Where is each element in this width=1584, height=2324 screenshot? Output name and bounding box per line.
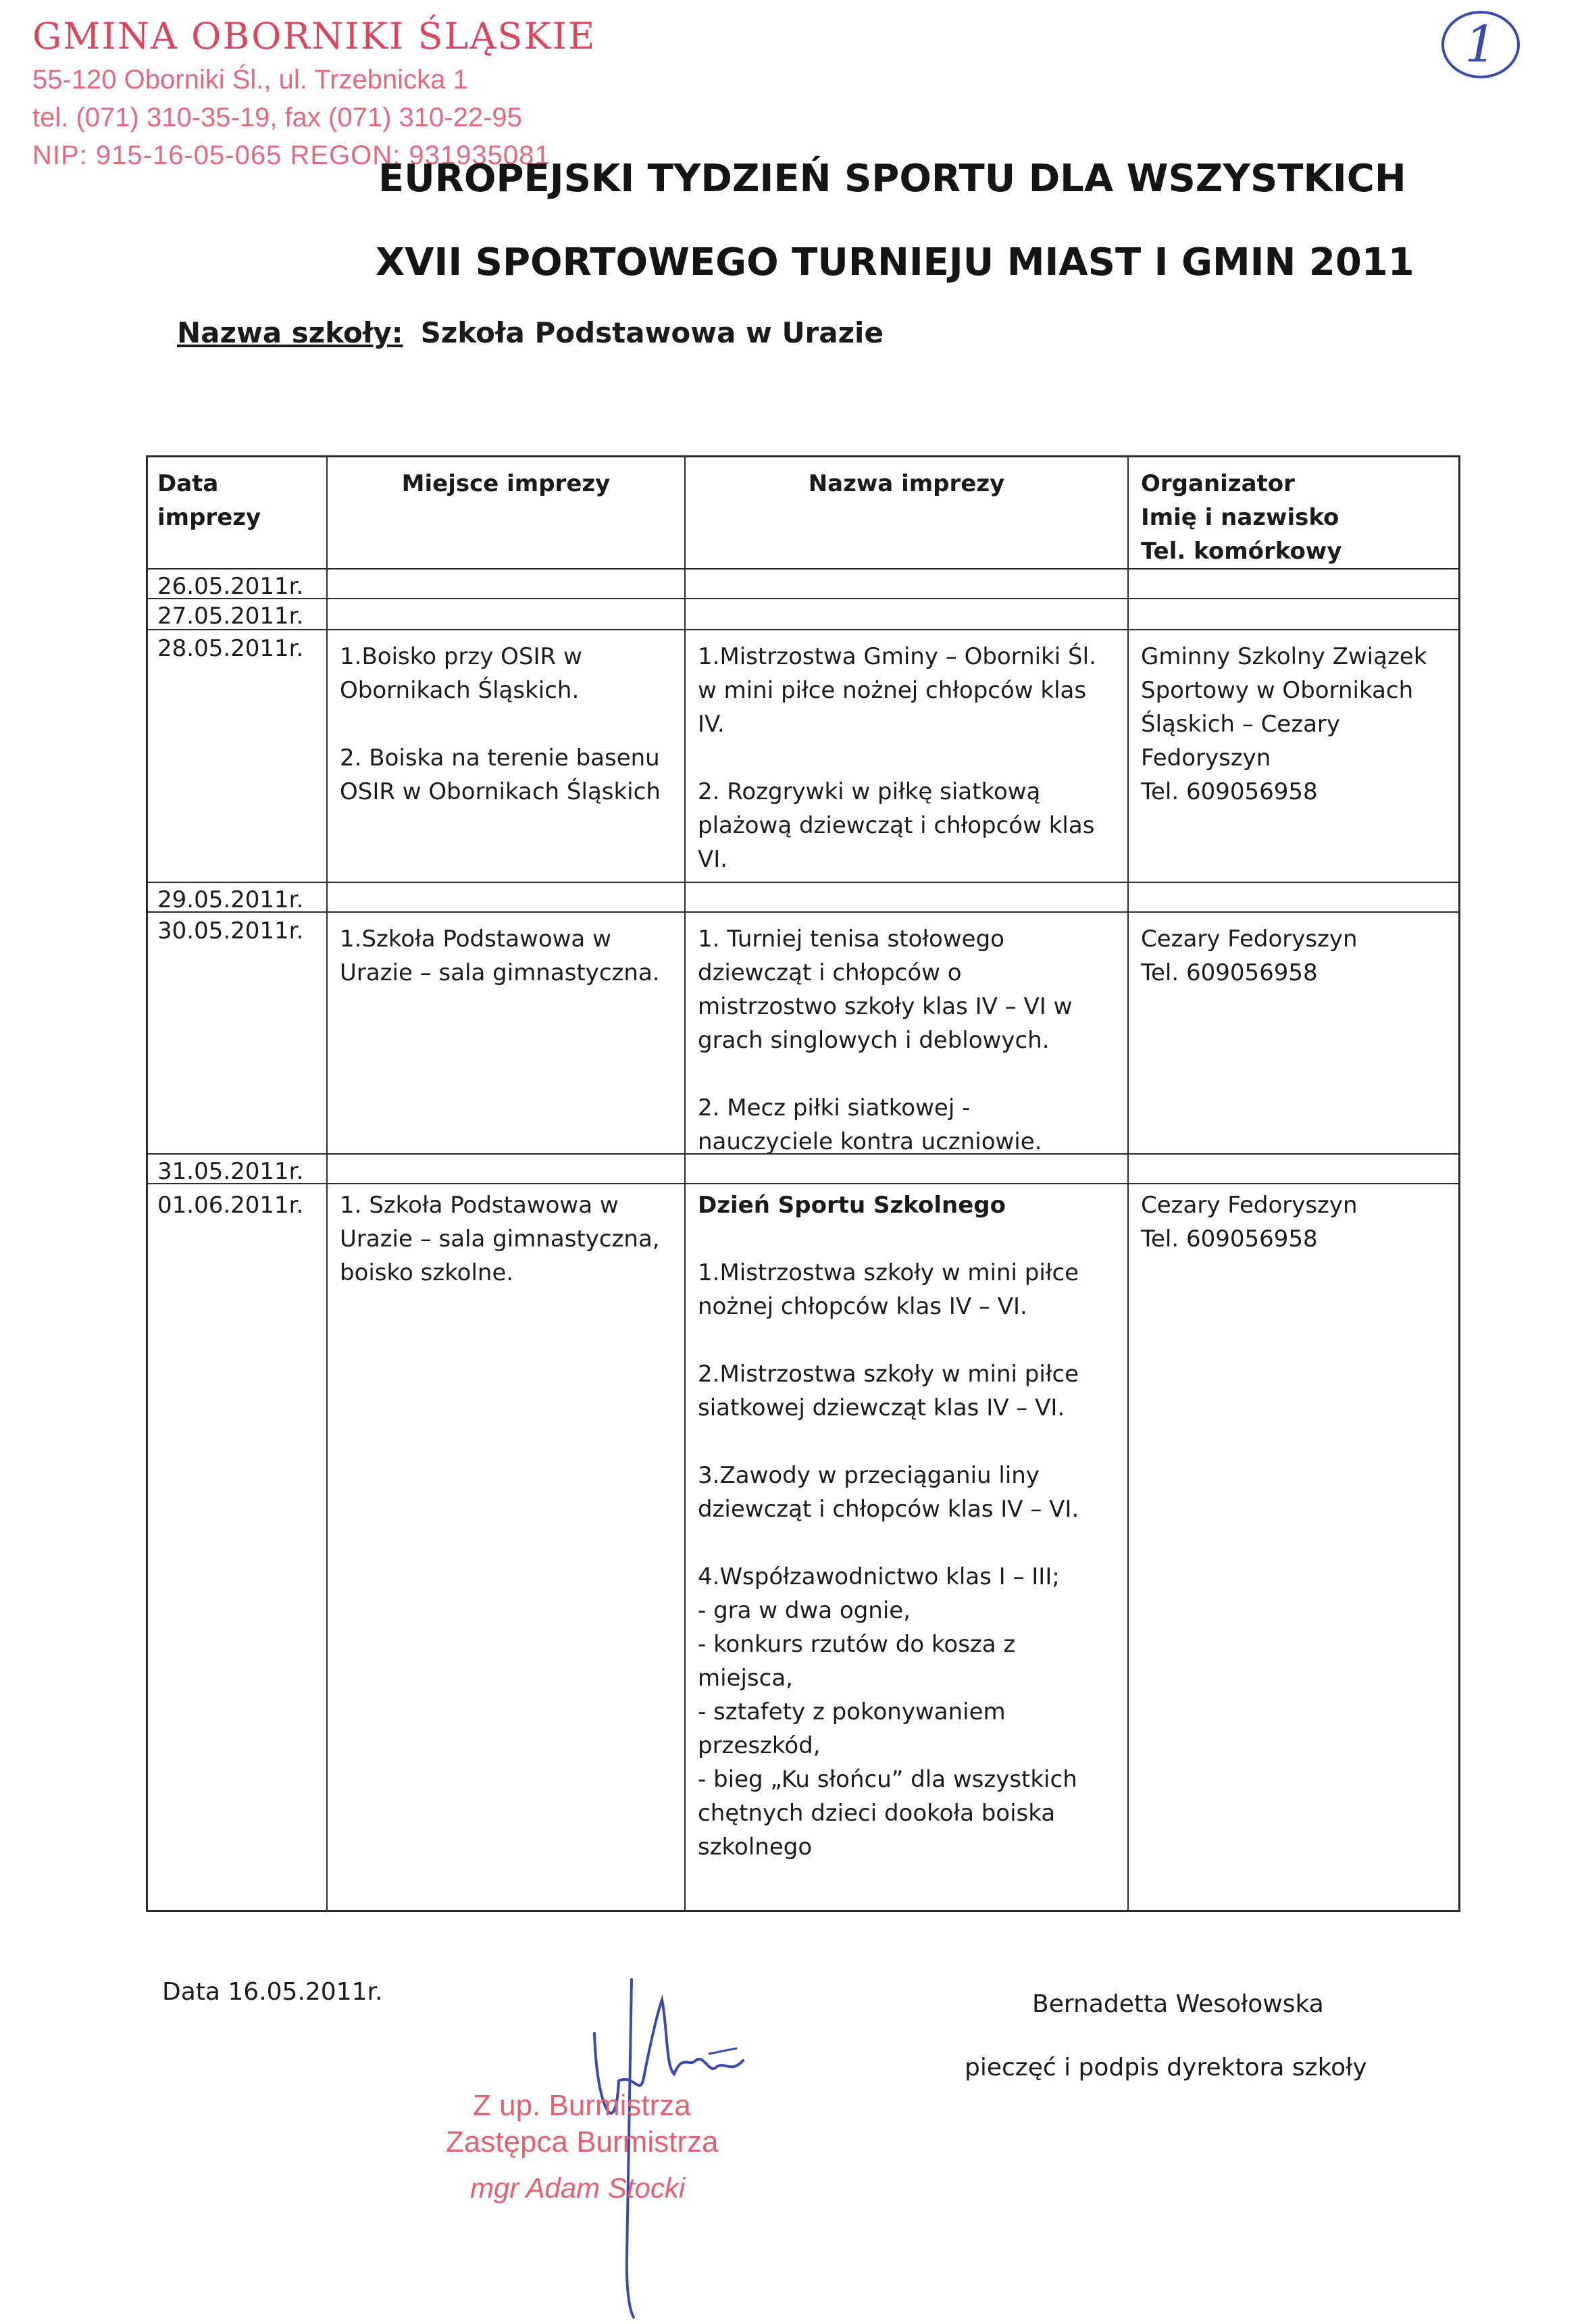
event-title: Dzień Sportu Szkolnego — [698, 1192, 1006, 1219]
row-date: 26.05.2011r. — [148, 570, 328, 598]
row-date: 31.05.2011r. — [148, 1155, 328, 1183]
deputy-stamp-name: mgr Adam Stocki — [470, 2172, 686, 2204]
row-event — [686, 1155, 1129, 1183]
event-line: 2. Rozgrywki w piłkę siatkową — [698, 778, 1041, 805]
document-title: EUROPEJSKI TYDZIEŃ SPORTU DLA WSZYSTKICH — [378, 157, 1406, 201]
row-organizer — [1129, 630, 1460, 882]
row-organizer — [1129, 913, 1460, 1153]
organizer-line: Śląskich – Cezary — [1141, 711, 1341, 738]
row-place — [328, 1155, 686, 1183]
event-line: 3.Zawody w przeciąganiu liny — [698, 1462, 1040, 1489]
table-row — [148, 630, 1458, 883]
table-row — [148, 913, 1458, 1155]
organizer-line: Fedoryszyn — [1141, 744, 1271, 772]
event-line: 1.Mistrzostwa szkoły w mini piłce — [698, 1259, 1079, 1286]
header-organizer-line: Imię i nazwisko — [1141, 504, 1339, 531]
table-row — [148, 883, 1458, 913]
table-row — [148, 570, 1458, 599]
organizer-line: Cezary Fedoryszyn — [1141, 1192, 1358, 1219]
event-line: plażową dziewcząt i chłopców klas — [698, 812, 1095, 839]
event-line: nożnej chłopców klas IV – VI. — [698, 1293, 1027, 1320]
stamp-address: 55-120 Oborniki Śl., ul. Trzebnicka 1 — [32, 65, 468, 95]
page-number-circle-icon — [1439, 7, 1523, 82]
event-line: mistrzostwo szkoły klas IV – VI w — [698, 993, 1073, 1020]
row-event — [686, 1184, 1129, 1912]
organizer-line: Gminny Szkolny Związek — [1141, 643, 1427, 670]
event-line: 2.Mistrzostwa szkoły w mini piłce — [698, 1361, 1079, 1388]
stamp-municipality-name: GMINA OBORNIKI ŚLĄSKIE — [32, 15, 596, 57]
row-organizer — [1129, 1155, 1460, 1183]
row-place — [328, 599, 686, 629]
event-line: - gra w dwa ognie, — [698, 1597, 911, 1624]
row-date: 29.05.2011r. — [148, 883, 328, 911]
event-line: VI. — [698, 846, 728, 873]
event-line: - bieg „Ku słońcu” dla wszystkich — [698, 1766, 1077, 1793]
director-signature-caption: pieczęć i podpis dyrektora szkoły — [965, 2054, 1367, 2081]
event-line: nauczyciele kontra uczniowie. — [698, 1128, 1042, 1153]
row-event — [686, 599, 1129, 629]
director-name: Bernadetta Wesołowska — [1032, 1990, 1324, 2018]
event-line: 4.Współzawodnictwo klas I – III; — [698, 1563, 1060, 1590]
stamp-phone: tel. (071) 310-35-19, fax (071) 310-22-95 — [32, 103, 522, 132]
page-number-value: 1 — [1464, 16, 1497, 74]
header-organizer-line: Organizator — [1141, 470, 1295, 497]
event-line: miejsca, — [698, 1665, 793, 1692]
school-value: Szkoła Podstawowa w Urazie — [420, 316, 884, 349]
organizer-line: Tel. 609056958 — [1141, 959, 1318, 986]
event-line: dziewcząt i chłopców o — [698, 959, 962, 986]
header-date-line: Data — [157, 470, 219, 497]
document-subtitle: XVII SPORTOWEGO TURNIEJU MIAST I GMIN 2011 — [376, 241, 1414, 284]
place-line: 1. Szkoła Podstawowa w — [340, 1192, 619, 1219]
stamp-ids: NIP: 915-16-05-065 REGON: 931935081 — [32, 141, 551, 170]
place-line: Obornikach Śląskich. — [340, 677, 580, 704]
event-line: 1. Turniej tenisa stołowego — [698, 926, 1004, 953]
organizer-line: Tel. 609056958 — [1141, 778, 1318, 805]
row-date: 27.05.2011r. — [148, 599, 328, 629]
school-name-line — [177, 316, 884, 349]
table-row — [148, 599, 1458, 630]
row-place — [328, 630, 686, 882]
header-date — [148, 457, 328, 568]
place-line: 1.Boisko przy OSIR w — [340, 643, 582, 670]
row-organizer — [1129, 599, 1460, 629]
event-line: - konkurs rzutów do kosza z — [698, 1631, 1016, 1658]
place-line: 2. Boiska na terenie basenu — [340, 744, 660, 772]
table-row — [148, 1184, 1458, 1912]
event-line: grach singlowych i deblowych. — [698, 1027, 1050, 1054]
event-line: 2. Mecz piłki siatkowej - — [698, 1094, 971, 1121]
place-line: OSIR w Obornikach Śląskich — [340, 778, 661, 805]
row-organizer — [1129, 570, 1460, 598]
header-date-line: imprezy — [157, 504, 261, 531]
place-line: Urazie – sala gimnastyczna, — [340, 1226, 660, 1253]
row-event — [686, 883, 1129, 911]
deputy-mayor-stamp — [446, 2088, 718, 2206]
header-place: Miejsce imprezy — [328, 457, 686, 568]
event-line: IV. — [698, 711, 725, 738]
row-place — [328, 1184, 686, 1912]
event-line: siatkowej dziewcząt klas IV – VI. — [698, 1394, 1065, 1421]
header-event-name: Nazwa imprezy — [686, 457, 1129, 568]
table-header-row — [148, 457, 1458, 570]
event-line: - sztafety z pokonywaniem — [698, 1698, 1006, 1725]
event-line: chętnych dzieci dookoła boiska — [698, 1800, 1056, 1827]
event-line: dziewcząt i chłopców klas IV – VI. — [698, 1496, 1079, 1523]
deputy-stamp-line: Zastępca Burmistrza — [446, 2125, 719, 2158]
municipality-stamp — [32, 12, 596, 174]
row-event — [686, 570, 1129, 598]
school-label: Nazwa szkoły: — [177, 316, 403, 349]
header-organizer — [1129, 457, 1460, 568]
place-line: 1.Szkoła Podstawowa w — [340, 926, 611, 953]
deputy-stamp-line: Z up. Burmistrza — [473, 2089, 691, 2122]
page-number — [1439, 7, 1523, 82]
place-line: boisko szkolne. — [340, 1259, 514, 1286]
table-row — [148, 1155, 1458, 1184]
row-event — [686, 913, 1129, 1153]
row-date: 28.05.2011r. — [148, 630, 328, 882]
event-line: 1.Mistrzostwa Gminy – Oborniki Śl. — [698, 643, 1096, 670]
organizer-line: Sportowy w Obornikach — [1141, 677, 1414, 704]
row-event — [686, 630, 1129, 882]
row-date: 01.06.2011r. — [148, 1184, 328, 1912]
row-place — [328, 570, 686, 598]
row-organizer — [1129, 883, 1460, 911]
row-place — [328, 883, 686, 911]
organizer-line: Cezary Fedoryszyn — [1141, 926, 1358, 953]
row-organizer — [1129, 1184, 1460, 1912]
row-place — [328, 913, 686, 1153]
organizer-line: Tel. 609056958 — [1141, 1226, 1318, 1253]
event-line: w mini piłce nożnej chłopców klas — [698, 677, 1087, 704]
event-line: szkolnego — [698, 1834, 813, 1861]
document-date: Data 16.05.2011r. — [162, 1978, 383, 2006]
events-table — [146, 455, 1460, 1912]
header-organizer-line: Tel. komórkowy — [1141, 538, 1342, 565]
place-line: Urazie – sala gimnastyczna. — [340, 959, 660, 986]
row-date: 30.05.2011r. — [148, 913, 328, 1153]
event-line: przeszkód, — [698, 1732, 821, 1759]
